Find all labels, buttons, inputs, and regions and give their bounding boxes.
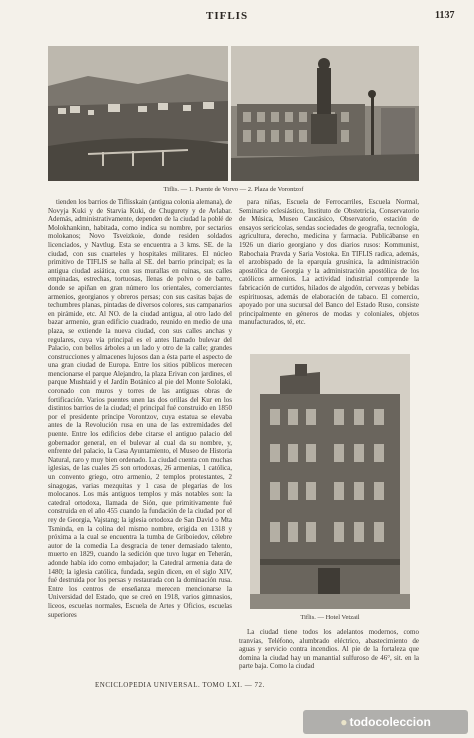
right-column-text: para niñas, Escuela de Ferrocarriles, Escuela Normal, Seminario eclesiástico, Instituto de Obstetricia, Conservatorio de Música, Museo Caucásico, Observatorio, estación de ensayos sericícolas, sendas sociedades de geografía, tecnología, agricultura, derecho, medicina y farmacia. Publicábanse en 1926 un diario georgiano y dos diarios rusos: Kommunist, Rabochaia Pravda y Saria Vostoka. En TIFLIS radica, además, el arzobispado de la eparquía grusínica, la administración apostólica de Georgia y la administración apostólica de los católicos armenios. La actividad industrial comprende la fabricación de curtidos, hilados de algodón, cervezas y bebidas espirituosas, además de elaboración de tabaco. El comercio, apoyado por una sucursal del Banco del Estado Ruso, consiste principalmente en géneros de modas y coloniales, objetos manufacturados, té, etc. xyxy=(239,198,419,327)
photo-caption-hotel: Tiflis. — Hotel Vetzail xyxy=(300,614,360,621)
right-column-bottom xyxy=(239,628,419,678)
left-column-text: tienden los barrios de Tiflisskain (antigua colonia alemana), de Novyja Kuki y de Starvia Kuki, de Chugurety y de Avlabar. Además, administrativamente, dependen de la ciudad la poblé de Molokhankinn, habitada, como indica su nombre, por sectarios molokanos; Novo Tsveizkoie, donde residen soldados licenciados, y Navtlug. Esta se encuentra a 3 kms. SE. de la ciudad, con sus cuarteles y hospitales militares. El núcleo primitivo de TIFLIS se halla al SE. del barrio principal; es la antigua ciudad asiática, con sus murallas en ruinas, sus calles empinadas, estrechas, tortuosas, llenas de polvo o de barro, donde se apiñan en gran número los orientales, comerciantes armenios, georgianos y obreros persas; con sus casitas bajas de techumbres planas, pintadas de diversos colores, sus campanarios en pirámide, etc. Al NO. de la ciudad antigua, al otro lado del bazar armenio, gran edificio cuadrado, reunido en medio de una plaza, se extiende la nueva ciudad, con sus calles anchas y regulares, cuya vía principal es el antes llamado bulevar del Palacio, con bellos árboles a un lado y otro de la calle; grandes construcciones y almacenes lujosos dan a ésta parte el aspecto de una gran ciudad de Europa. Entre los sitios públicos merecen mencionarse el parque Alejandro, la plaza Erivan con jardines, el parque Mushtaid y el Jardín Botánico al pie del Monte Sololaki, coronado con muros y torres de las antiguas obras de fortificación. Varios puentes unen las dos orillas del Kur en los distintos barrios de la ciudad; el principal fué construido en 1850 por el presidente príncipe Vorontzov, cuya estatua se elevaba antes de la Revolución rusa en una de las extremidades del puente. Entre los edificios debe citarse el antiguo palacio del gobernador general, en el bulevar al cual da su nombre, y, enfrente del palacio, la Casa Ayuntamiento, el Museo de Historia Natural, raro y muy bien ordenado. La ciudad cuenta con muchas iglesias, de las cuales 25 son ortodoxas, 26 armenias, 1 católica, un convento griego, otro armenio, 2 templos protestantes, 2 sinagogas, varias mezquitas y 1 casa de plegarias de los molocanos. Los más antiguos templos y más notables son: la catedral ortodoxa, llamada de Sión, que primitivamente fué construida en el año 455 cuando la fundación de la ciudad por el rey de Georgia, Vajstang; la iglesia ortodoxa de San David o Mta Tsminda, en la colina del mismo nombre, erigida en 1318 y próxima a la cual se encuentra la tumba de Griboiedov, célebre autor de la comedia La desgracia de tener demasiado talento, muerto en 1829, cuando la sedición que tuvo lugar en Teherán, adonde había ido como embajador; la Catedral armenia data de 1480; la iglesia católica, fundada, según dicen, en el siglo XIV, fué destruida por los persas y restaurada con la dominación rusa. Entre los centros de enseñanza merecen mencionarse la Universidad del Estado, que se creó en 1918, varios gimnasios, liceos, escuelas normales, Escuela de Artes y Oficios, escuelas superiores xyxy=(48,198,232,619)
page-header xyxy=(0,10,474,26)
running-title: TIFLIS xyxy=(206,10,249,22)
watermark-text: todocoleccion xyxy=(349,715,431,729)
watermark xyxy=(303,710,468,734)
photo-caption-top: Tiflis. — 1. Puente de Vorvo — 2. Plaza de Vorontzof xyxy=(163,186,304,193)
right-column-bottom-text: La ciudad tiene todos los adelantos modernos, como tranvías, Teléfono, alumbrado eléctrico, abastecimiento de aguas y servicio contra incendios. Al pie de la fortaleza que domina la ciudad hay un manantial sulfuroso de 46°, sit. en la parte baja. Como la ciudad xyxy=(239,628,419,671)
page-footer: ENCICLOPEDIA UNIVERSAL. TOMO LXI. — 72. xyxy=(95,681,265,689)
photo-plaza xyxy=(231,46,419,181)
right-column xyxy=(239,198,419,346)
page-number: 1137 xyxy=(435,10,455,21)
photo-bridge xyxy=(48,46,228,181)
photo-hotel xyxy=(250,354,410,609)
watermark-logo-icon: ● xyxy=(340,715,348,729)
left-column xyxy=(48,198,232,676)
